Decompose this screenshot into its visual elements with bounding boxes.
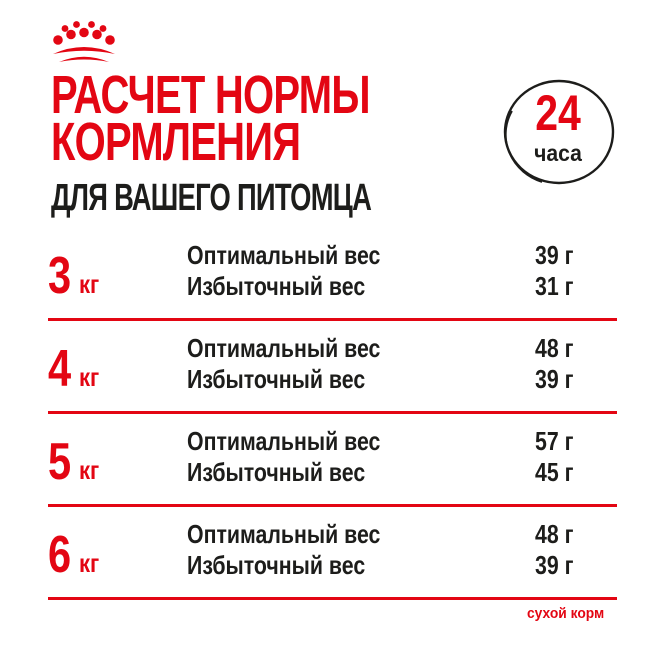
header xyxy=(51,65,496,219)
row-values xyxy=(535,426,617,488)
excess-weight-label: Избыточный вес xyxy=(187,550,366,580)
page-title-line2: КОРМЛЕНИЯ xyxy=(51,112,301,172)
excess-weight-label: Избыточный вес xyxy=(187,271,366,301)
excess-weight-value: 31 г xyxy=(535,271,574,301)
table-row xyxy=(48,321,617,414)
weight-number: 5 xyxy=(48,433,72,491)
excess-weight-label: Избыточный вес xyxy=(187,364,366,394)
row-labels xyxy=(187,426,535,488)
excess-weight-label: Избыточный вес xyxy=(187,457,366,487)
badge-hours-unit: часа xyxy=(534,140,582,166)
weight-number: 3 xyxy=(48,247,72,305)
24-hours-badge xyxy=(501,79,615,187)
optimal-weight-value: 57 г xyxy=(535,426,574,456)
food-type-note: сухой корм xyxy=(527,605,605,622)
optimal-weight-label: Оптимальный вес xyxy=(187,240,381,270)
row-labels xyxy=(187,519,535,581)
row-labels xyxy=(187,333,535,395)
page-subtitle: ДЛЯ ВАШЕГО ПИТОМЦА xyxy=(51,177,372,219)
royal-canin-crown-icon xyxy=(52,19,116,67)
excess-weight-value: 39 г xyxy=(535,550,574,580)
optimal-weight-value: 39 г xyxy=(535,240,574,270)
table-row xyxy=(48,414,617,507)
weight-number: 6 xyxy=(48,526,72,584)
optimal-weight-label: Оптимальный вес xyxy=(187,426,381,456)
weight-unit: кг xyxy=(78,269,100,299)
weight-unit: кг xyxy=(78,455,100,485)
row-values xyxy=(535,519,617,581)
weight-label xyxy=(48,247,187,305)
weight-label xyxy=(48,340,187,398)
optimal-weight-value: 48 г xyxy=(535,333,574,363)
page-title-line1: РАСЧЕТ НОРМЫ xyxy=(51,65,370,125)
weight-label xyxy=(48,433,187,491)
feeding-table xyxy=(48,228,617,600)
weight-label xyxy=(48,526,187,584)
table-row xyxy=(48,507,617,600)
weight-unit: кг xyxy=(78,548,100,578)
table-row xyxy=(48,228,617,321)
weight-unit: кг xyxy=(78,362,100,392)
badge-hours-value: 24 xyxy=(535,85,581,141)
optimal-weight-label: Оптимальный вес xyxy=(187,519,381,549)
row-values xyxy=(535,240,617,302)
excess-weight-value: 45 г xyxy=(535,457,574,487)
weight-number: 4 xyxy=(48,340,72,398)
excess-weight-value: 39 г xyxy=(535,364,574,394)
row-labels xyxy=(187,240,535,302)
optimal-weight-value: 48 г xyxy=(535,519,574,549)
optimal-weight-label: Оптимальный вес xyxy=(187,333,381,363)
row-values xyxy=(535,333,617,395)
